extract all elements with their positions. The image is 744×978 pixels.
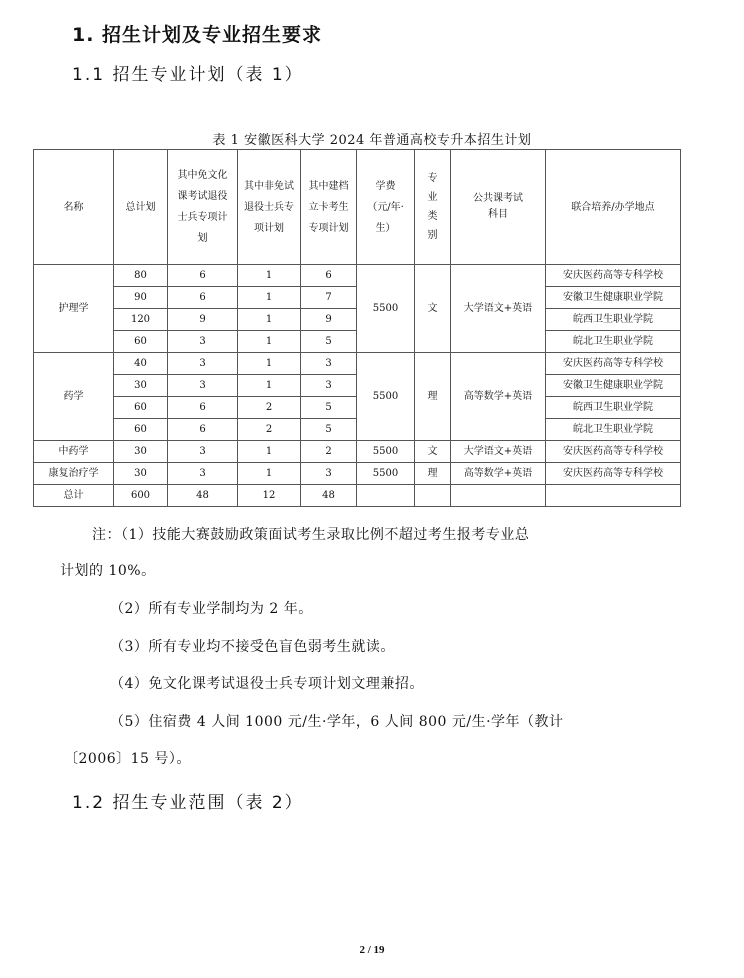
cell-fee: 5500 bbox=[357, 441, 415, 463]
cell-veteran-exempt: 6 bbox=[168, 265, 238, 287]
header-veteran-non-exempt bbox=[238, 150, 301, 265]
cell-site: 安庆医药高等专科学校 bbox=[546, 265, 681, 287]
table-total-row bbox=[34, 485, 681, 507]
header-site: 联合培养/办学地点 bbox=[546, 150, 681, 265]
cell-poverty: 3 bbox=[301, 375, 357, 397]
header-exam-text: 公共课考试科目 bbox=[473, 193, 523, 220]
enrollment-plan-table bbox=[33, 149, 681, 507]
page-number: 2 / 19 bbox=[359, 944, 385, 956]
table-row bbox=[34, 265, 681, 287]
cell-veteran-exempt: 9 bbox=[168, 309, 238, 331]
note-2: （2）所有专业学制均为 2 年。 bbox=[110, 601, 313, 617]
note-3: （3）所有专业均不接受色盲色弱考生就读。 bbox=[110, 639, 395, 655]
cell-poverty: 2 bbox=[301, 441, 357, 463]
cell-veteran-non-exempt: 2 bbox=[238, 397, 301, 419]
cell-fee: 5500 bbox=[357, 265, 415, 353]
cell-veteran-non-exempt: 1 bbox=[238, 441, 301, 463]
header-exam bbox=[451, 150, 546, 265]
total-label: 总计 bbox=[34, 485, 114, 507]
cell-poverty: 9 bbox=[301, 309, 357, 331]
cell-total: 30 bbox=[114, 463, 168, 485]
cell-veteran-non-exempt: 1 bbox=[238, 287, 301, 309]
cell-site: 安庆医药高等专科学校 bbox=[546, 353, 681, 375]
table-caption: 表 1 安徽医科大学 2024 年普通高校专升本招生计划 bbox=[212, 133, 532, 148]
table-row bbox=[34, 463, 681, 485]
cell-exam: 大学语文+英语 bbox=[451, 441, 546, 463]
section-heading: 1. 招生计划及专业招生要求 bbox=[72, 24, 323, 46]
cell-site: 安徽卫生健康职业学院 bbox=[546, 287, 681, 309]
major-name: 中药学 bbox=[34, 441, 114, 463]
empty-cell bbox=[546, 485, 681, 507]
cell-veteran-non-exempt: 1 bbox=[238, 463, 301, 485]
cell-category: 文 bbox=[415, 441, 451, 463]
header-total: 总计划 bbox=[114, 150, 168, 265]
total-veteran-non-exempt: 12 bbox=[238, 485, 301, 507]
total-veteran-exempt: 48 bbox=[168, 485, 238, 507]
cell-veteran-exempt: 6 bbox=[168, 397, 238, 419]
cell-veteran-non-exempt: 2 bbox=[238, 419, 301, 441]
header-veteran-exempt-text: 其中免文化课考试退役士兵专项计划 bbox=[177, 170, 228, 244]
note-1-line-2: 计划的 10%。 bbox=[60, 563, 156, 579]
cell-site: 皖西卫生职业学院 bbox=[546, 309, 681, 331]
total-plan: 600 bbox=[114, 485, 168, 507]
table-row bbox=[34, 441, 681, 463]
cell-total: 40 bbox=[114, 353, 168, 375]
note-4: （4）免文化课考试退役士兵专项计划文理兼招。 bbox=[110, 676, 424, 692]
cell-veteran-exempt: 6 bbox=[168, 419, 238, 441]
cell-total: 60 bbox=[114, 331, 168, 353]
cell-veteran-non-exempt: 1 bbox=[238, 309, 301, 331]
cell-veteran-non-exempt: 1 bbox=[238, 331, 301, 353]
empty-cell bbox=[357, 485, 415, 507]
header-category bbox=[415, 150, 451, 265]
cell-poverty: 5 bbox=[301, 419, 357, 441]
cell-veteran-non-exempt: 1 bbox=[238, 265, 301, 287]
major-name: 护理学 bbox=[34, 265, 114, 353]
cell-veteran-non-exempt: 1 bbox=[238, 353, 301, 375]
cell-fee: 5500 bbox=[357, 463, 415, 485]
cell-category: 文 bbox=[415, 265, 451, 353]
note-1-line-1: 注：（1）技能大赛鼓励政策面试考生录取比例不超过考生报考专业总 bbox=[92, 527, 530, 543]
header-veteran-exempt bbox=[168, 150, 238, 265]
header-name: 名称 bbox=[34, 150, 114, 265]
cell-total: 60 bbox=[114, 419, 168, 441]
cell-poverty: 6 bbox=[301, 265, 357, 287]
subsection-heading-1-1: 1.1 招生专业计划（表 1） bbox=[72, 65, 304, 85]
cell-poverty: 3 bbox=[301, 463, 357, 485]
major-name: 药学 bbox=[34, 353, 114, 441]
cell-site: 皖西卫生职业学院 bbox=[546, 397, 681, 419]
cell-site: 皖北卫生职业学院 bbox=[546, 419, 681, 441]
header-poverty bbox=[301, 150, 357, 265]
cell-total: 90 bbox=[114, 287, 168, 309]
table-header-row bbox=[34, 150, 681, 265]
cell-veteran-non-exempt: 1 bbox=[238, 375, 301, 397]
note-5-line-1: （5）住宿费 4 人间 1000 元/生·学年，6 人间 800 元/生·学年（教计 bbox=[110, 714, 564, 730]
cell-total: 120 bbox=[114, 309, 168, 331]
cell-site: 皖北卫生职业学院 bbox=[546, 331, 681, 353]
table-row bbox=[34, 353, 681, 375]
empty-cell bbox=[451, 485, 546, 507]
header-veteran-non-exempt-text: 其中非免试退役士兵专项计划 bbox=[244, 180, 294, 234]
cell-category: 理 bbox=[415, 353, 451, 441]
cell-veteran-exempt: 3 bbox=[168, 331, 238, 353]
cell-site: 安徽卫生健康职业学院 bbox=[546, 375, 681, 397]
cell-poverty: 5 bbox=[301, 331, 357, 353]
cell-fee: 5500 bbox=[357, 353, 415, 441]
cell-veteran-exempt: 3 bbox=[168, 441, 238, 463]
header-poverty-text: 其中建档立卡考生专项计划 bbox=[308, 180, 349, 234]
cell-total: 60 bbox=[114, 397, 168, 419]
cell-total: 30 bbox=[114, 441, 168, 463]
cell-veteran-exempt: 3 bbox=[168, 375, 238, 397]
cell-site: 安庆医药高等专科学校 bbox=[546, 441, 681, 463]
cell-exam: 大学语文+英语 bbox=[451, 265, 546, 353]
header-fee bbox=[357, 150, 415, 265]
header-category-text: 专业类别 bbox=[427, 173, 438, 241]
cell-site: 安庆医药高等专科学校 bbox=[546, 463, 681, 485]
cell-exam: 高等数学+英语 bbox=[451, 463, 546, 485]
cell-veteran-exempt: 6 bbox=[168, 287, 238, 309]
cell-poverty: 3 bbox=[301, 353, 357, 375]
subsection-heading-1-2: 1.2 招生专业范围（表 2） bbox=[72, 793, 304, 813]
cell-poverty: 5 bbox=[301, 397, 357, 419]
cell-total: 30 bbox=[114, 375, 168, 397]
cell-total: 80 bbox=[114, 265, 168, 287]
cell-exam: 高等数学+英语 bbox=[451, 353, 546, 441]
note-5-line-2: 〔2006〕15 号）。 bbox=[64, 751, 191, 767]
cell-veteran-exempt: 3 bbox=[168, 353, 238, 375]
cell-veteran-exempt: 3 bbox=[168, 463, 238, 485]
total-poverty: 48 bbox=[301, 485, 357, 507]
cell-category: 理 bbox=[415, 463, 451, 485]
header-fee-text: 学费（元/年·生） bbox=[367, 180, 404, 234]
empty-cell bbox=[415, 485, 451, 507]
cell-poverty: 7 bbox=[301, 287, 357, 309]
major-name: 康复治疗学 bbox=[34, 463, 114, 485]
